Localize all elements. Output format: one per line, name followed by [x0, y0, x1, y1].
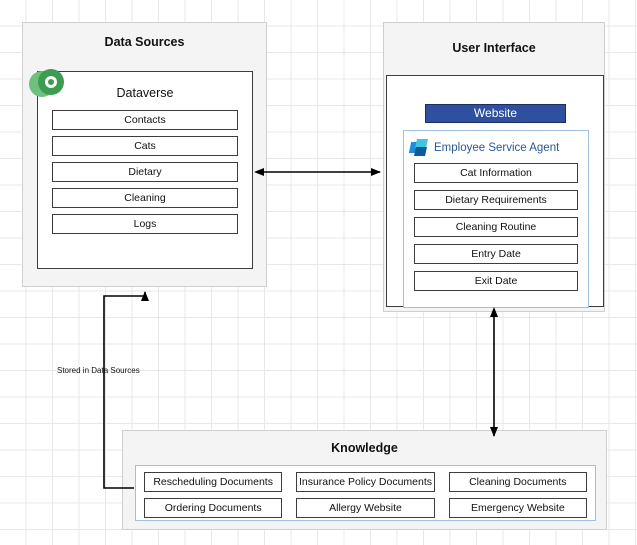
- list-item[interactable]: Dietary Requirements: [414, 190, 578, 210]
- table-row[interactable]: Dietary: [52, 162, 238, 182]
- knowledge-title: Knowledge: [331, 441, 398, 455]
- table-row[interactable]: Logs: [52, 214, 238, 234]
- list-item[interactable]: Entry Date: [414, 244, 578, 264]
- list-item[interactable]: Exit Date: [414, 271, 578, 291]
- list-item[interactable]: Emergency Website: [449, 498, 587, 518]
- table-row[interactable]: Cleaning: [52, 188, 238, 208]
- agent-title-label: Employee Service Agent: [434, 142, 560, 154]
- connector-label-stored-in-data-sources: Stored in Data Sources: [57, 366, 140, 375]
- table-row[interactable]: Contacts: [52, 110, 238, 130]
- user-interface-title: User Interface: [452, 41, 536, 55]
- list-item[interactable]: Cat Information: [414, 163, 578, 183]
- data-sources-title: Data Sources: [104, 35, 185, 49]
- list-item[interactable]: Ordering Documents: [144, 498, 282, 518]
- dataverse-title: Dataverse: [116, 86, 174, 100]
- website-header-bar: Website: [425, 104, 566, 123]
- list-item[interactable]: Cleaning Routine: [414, 217, 578, 237]
- list-item[interactable]: Rescheduling Documents: [144, 472, 282, 492]
- list-item[interactable]: Insurance Policy Documents: [296, 472, 434, 492]
- table-row[interactable]: Cats: [52, 136, 238, 156]
- arrow-knowledge-to-data-sources: [104, 292, 145, 488]
- list-item[interactable]: Allergy Website: [296, 498, 434, 518]
- list-item[interactable]: Cleaning Documents: [449, 472, 587, 492]
